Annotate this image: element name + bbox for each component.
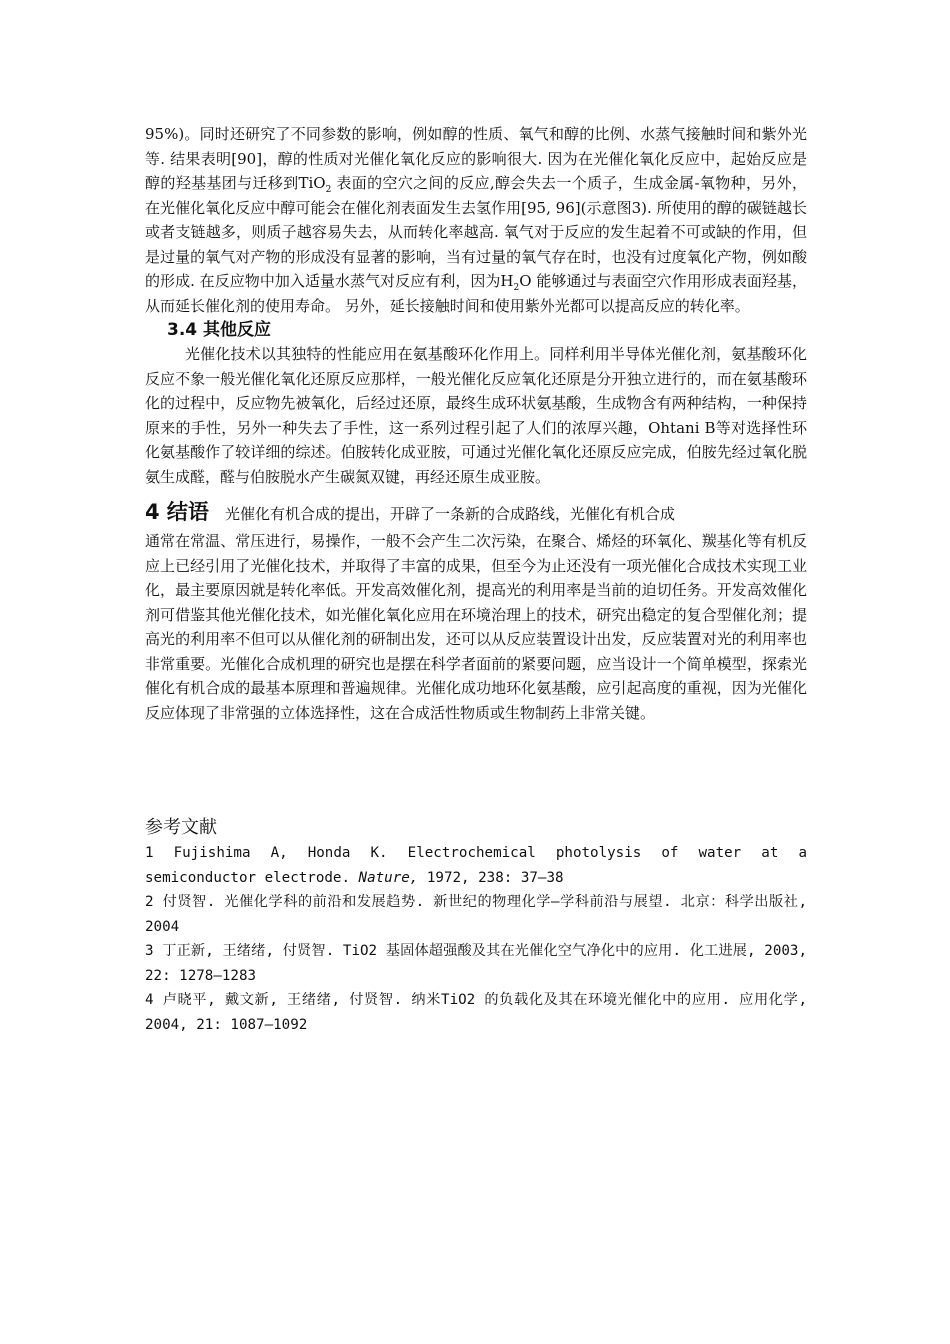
paragraph-text: 95%)。同时还研究了不同参数的影响，例如醇的性质、氧气和醇的比例、水蒸气接触时间和紫外光等. 结果表明[90]，醇的性质对光催化氧化反应的影响很大. 因为在光催化氧化反应中，起始反应是醇的羟基基团与迁移到TiO bbox=[145, 125, 807, 192]
reference-item: 2 付贤智. 光催化学科的前沿和发展趋势. 新世纪的物理化学–学科前沿与展望. 北京：科学出版社, 2004 bbox=[145, 894, 807, 935]
section-3-4-heading: 3.4 其他反应 bbox=[167, 320, 272, 340]
document-page bbox=[145, 122, 807, 1037]
references-list bbox=[145, 841, 807, 1037]
reference-item: 3 丁正新, 王绪绪, 付贤智. TiO2 基固体超强酸及其在光催化空气净化中的应用. 化工进展, 2003, 22: 1278–1283 bbox=[145, 943, 807, 984]
subscript: 2 bbox=[513, 283, 520, 293]
section-4-lead: 光催化有机合成的提出，开辟了一条新的合成路线，光催化有机合成 bbox=[224, 505, 675, 523]
section-3-3-continuation bbox=[145, 122, 807, 318]
paragraph-text: 表面的空穴之间的反应,醇会失去一个质子，生成金属-氧物种，另外，在光催化氧化反应中醇可能会在催化剂表面发生去氢作用[95, 96](示意图3). 所使用的醇的碳链越长或者支链越多，则质子越容易失去，从而转化率越高. 氧气对于反应的发生起着不可或缺的作用，但是过量的氧气对产物的形成没有显著的影响，当有过量的氧气存在时，也没有过度氧化产物，例如酸的形成. 在反应物中加入适量水蒸气对反应有利，因为H bbox=[145, 174, 808, 290]
section-4-heading: 4 结语 bbox=[145, 500, 209, 524]
reference-text: 1972, 238: 37–38 bbox=[418, 869, 564, 886]
reference-item: 4 卢晓平, 戴文新, 王绪绪, 付贤智. 纳米TiO2 的负载化及其在环境光催化中的应用. 应用化学, 2004, 21: 1087–1092 bbox=[145, 992, 807, 1033]
section-3-4-body: 光催化技术以其独特的性能应用在氨基酸环化作用上。同样利用半导体光催化剂，氨基酸环化反应不象一般光催化氧化还原反应那样，一般光催化反应氧化还原是分开独立进行的，而在氨基酸环化的过程中，反应物先被氧化，后经过还原，最终生成环状氨基酸，生成物含有两种结构，一种保持原来的手性，另外一种失去了手性，这一系列过程引起了人们的浓厚兴趣，Ohtani B等对选择性环化氨基酸作了较详细的综述。伯胺转化成亚胺，可通过光催化氧化还原反应完成，伯胺先经过氧化脱氨生成醛，醛与伯胺脱水产生碳氮双键，再经还原生成亚胺。 bbox=[145, 345, 807, 486]
section-4-first-line bbox=[145, 497, 807, 529]
reference-item bbox=[145, 841, 807, 890]
paragraph-text: O 能够通过与表面空穴作用形成表面羟基，从而延长催化剂的使用寿命。 另外，延长接触时间和使用紫外光都可以提高反应的转化率。 bbox=[145, 272, 807, 315]
references-title: 参考文献 bbox=[145, 817, 217, 838]
subscript: 2 bbox=[325, 185, 332, 195]
reference-text: 1 Fujishima A, Honda K. Electrochemical photolysis of water at a semiconductor electrode. bbox=[145, 845, 807, 886]
section-4-body: 通常在常温、常压进行，易操作，一般不会产生二次污染，在聚合、烯烃的环氧化、羰基化等有机反应上已经引用了光催化技术，并取得了丰富的成果，但至今为止还没有一项光催化合成技术实现工业化，最主要原因就是转化率低。开发高效催化剂，提高光的利用率是当前的迫切任务。开发高效催化剂可借鉴其他光催化技术，如光催化氧化应用在环境治理上的技术，研究出稳定的复合型催化剂；提高光的利用率不但可以从催化剂的研制出发，还可以从反应装置设计出发，反应装置对光的利用率也非常重要。光催化合成机理的研究也是摆在科学者面前的紧要问题，应当设计一个简单模型，探索光催化有机合成的最基本原理和普遍规律。光催化成功地环化氨基酸，应引起高度的重视，因为光催化反应体现了非常强的立体选择性，这在合成活性物质或生物制药上非常关键。 bbox=[145, 532, 807, 722]
reference-journal: Nature, bbox=[358, 869, 419, 886]
